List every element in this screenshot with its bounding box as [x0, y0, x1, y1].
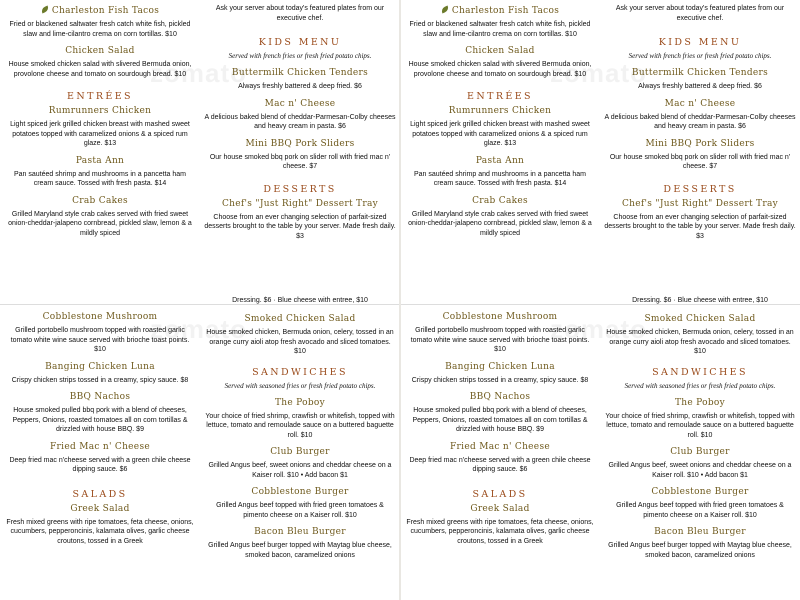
item-name: Cobblestone Mushroom — [442, 312, 558, 322]
item-description: Grilled portobello mushroom topped with roasted garlic tomato white wine sauce served with brioche toast points. $10 — [410, 327, 590, 353]
bottom-left-column — [400, 312, 600, 553]
menu-item-bacon-bleu-burger — [600, 527, 800, 560]
page-fold — [0, 304, 400, 305]
cut-off-text: Dressing. $6 · Blue cheese with entree, $10 — [632, 297, 768, 304]
item-name: Chef's "Just Right" Dessert Tray — [221, 198, 378, 209]
item-name: Crab Cakes — [472, 195, 528, 206]
watermark: zomato — [550, 314, 647, 344]
bottom-cut-text — [200, 297, 400, 302]
section-note-sandwiches: Served with seasoned fries or fresh fried potato chips. — [624, 381, 776, 390]
menu-item-banging-chicken — [0, 362, 200, 386]
item-name: Pasta Ann — [75, 155, 125, 166]
menu-item-fried-mac-cheese — [400, 442, 600, 475]
cut-off-text: Dressing. $6 · Blue cheese with entree, $10 — [232, 297, 368, 304]
item-description: Always freshly battered & deep fried. $6 — [238, 83, 362, 90]
item-description: Pan sautéed shrimp and mushrooms in a pancetta ham cream sauce. Tossed with fresh pasta. $14 — [414, 170, 586, 187]
menu-item-bbq-sliders — [200, 139, 400, 172]
item-description: Grilled Angus beef topped with fried green tomatoes & pimento cheese on a Kaiser roll. $10 — [616, 502, 784, 519]
item-name: The Poboy — [674, 397, 726, 408]
item-description: Deep fried mac n'cheese served with a green chile cheese dipping sauce. $6 — [9, 456, 191, 473]
item-description: Grilled Angus beef, sweet onions and cheddar cheese on a Kaiser roll. $10 • Add bacon $1 — [608, 462, 792, 479]
item-description: Grilled portobello mushroom topped with roasted garlic tomato white wine sauce served with brioche toast points. $10 — [10, 327, 190, 353]
menu-item-cobblestone-burger — [600, 487, 800, 520]
item-name: Charleston Fish Tacos — [400, 6, 600, 17]
section-title-sandwiches: SANDWICHES — [252, 366, 348, 378]
item-name: Greek Salad — [470, 503, 530, 514]
section-title-kids-menu: KIDS MENU — [658, 37, 742, 48]
featured-plates-note: Ask your server about today's featured plates from our executive chef. — [215, 5, 385, 22]
menu-item-crab-cakes — [0, 196, 200, 239]
item-name: Charleston Fish Tacos — [0, 6, 200, 17]
bottom-left-column — [0, 312, 200, 553]
item-name: Chicken Salad — [465, 46, 535, 56]
leaf-icon — [40, 6, 49, 14]
bottom-cut-text — [600, 297, 800, 302]
section-title-sandwiches: SANDWICHES — [652, 366, 748, 378]
item-description: Your choice of fried shrimp, crawfish or whitefish, topped with lettuce, tomato and remoulade sauce on a buttered baguette roll. $10 — [605, 412, 795, 439]
menu-item-fried-mac-cheese — [0, 442, 200, 475]
section-title-entrees: ENTRÉES — [467, 91, 533, 102]
item-description: Grilled Angus beef burger topped with Maytag blue cheese, smoked bacon, caramelized onions — [608, 542, 792, 559]
item-description: Fresh mixed greens with ripe tomatoes, feta cheese, onions, cucumbers, pepperoncinis, kalamata olives, garlic cheese croutons, tossed in a Greek — [6, 518, 194, 545]
menu-item-bbq-nachos — [0, 392, 200, 435]
watermark: zomato — [150, 58, 247, 88]
item-name: Greek Salad — [70, 503, 130, 514]
item-name: Banging Chicken Luna — [45, 361, 155, 372]
page-fold — [400, 304, 800, 305]
menu-item-dessert-tray — [200, 199, 400, 242]
menu-item-kids-mac-cheese — [200, 99, 400, 132]
section-title-desserts: DESSERTS — [263, 183, 337, 195]
item-description: Fried or blackened saltwater fresh catch white fish, pickled slaw and lime-cilantro crema on corn tortillas. $10 — [409, 21, 591, 38]
item-name: Cobblestone Burger — [651, 487, 749, 497]
item-description: Grilled Maryland style crab cakes served with fried sweet onion-cheddar-jalapeno cornbread, pickled slaw, lemon & a mildly spiced — [408, 210, 592, 237]
menu-item-bbq-sliders — [600, 139, 800, 172]
menu-item-cobblestone-burger — [200, 487, 400, 520]
item-name: Pasta Ann — [475, 155, 525, 166]
item-name: Cobblestone Burger — [251, 487, 349, 497]
section-note-sandwiches: Served with seasoned fries or fresh fried potato chips. — [224, 381, 376, 390]
bottom-right-column — [600, 314, 800, 567]
item-description: House smoked chicken salad with slivered Bermuda onion, provolone cheese and tomato on sourdough bread. $10 — [408, 61, 592, 78]
item-description: Choose from an ever changing selection of parfait-sized desserts brought to the table by your server. Made fresh daily. $3 — [204, 213, 396, 240]
menu-item-fish-tacos — [0, 6, 200, 39]
item-name: Club Burger — [270, 447, 330, 457]
watermark: zomato — [150, 314, 247, 344]
menu-scan-bottom-left — [0, 297, 400, 600]
item-name: Club Burger — [670, 447, 730, 457]
item-description: Grilled Angus beef burger topped with Maytag blue cheese, smoked bacon, caramelized onions — [208, 542, 392, 559]
item-name: Rumrunners Chicken — [448, 106, 552, 116]
watermark: zomato — [550, 58, 647, 88]
item-description: Pan sautéed shrimp and mushrooms in a pancetta ham cream sauce. Tossed with fresh pasta. $14 — [14, 170, 186, 187]
featured-plates-note: Ask your server about today's featured plates from our executive chef. — [615, 5, 785, 22]
item-name: BBQ Nachos — [69, 392, 131, 402]
item-description: Grilled Angus beef, sweet onions and cheddar cheese on a Kaiser roll. $10 • Add bacon $1 — [208, 462, 392, 479]
item-name: Mini BBQ Pork Sliders — [645, 138, 755, 149]
top-right-column — [600, 4, 800, 248]
item-description: House smoked pulled bbq pork with a blend of cheeses, Peppers, Onions, roasted tomatoes all on corn tortillas & drizzled with house BBQ. $9 — [12, 407, 188, 433]
item-name: Crab Cakes — [72, 195, 128, 206]
item-name: Buttermilk Chicken Tenders — [231, 68, 369, 78]
item-description: A delicious baked blend of cheddar-Parmesan-Colby cheeses and heavy cream in pasta. $6 — [604, 113, 796, 130]
bottom-right-column — [200, 314, 400, 567]
menu-item-club-burger — [200, 447, 400, 480]
item-name: Bacon Bleu Burger — [254, 527, 346, 537]
section-title-entrees: ENTRÉES — [67, 91, 133, 102]
item-description: Fresh mixed greens with ripe tomatoes, feta cheese, onions, cucumbers, pepperoncinis, kalamata olives, garlic cheese croutons, tossed in a Greek — [406, 518, 594, 545]
menu-item-greek-salad — [0, 504, 200, 547]
item-name: Mac n' Cheese — [264, 98, 336, 109]
section-note-kids: Served with french fries or fresh fried potato chips. — [228, 52, 372, 60]
menu-item-fish-tacos — [400, 6, 600, 39]
item-description: Crispy chicken strips tossed in a creamy, spicy sauce. $8 — [411, 376, 589, 384]
item-description: House smoked chicken salad with slivered Bermuda onion, provolone cheese and tomato on sourdough bread. $10 — [8, 61, 192, 78]
item-description: Grilled Angus beef topped with fried green tomatoes & pimento cheese on a Kaiser roll. $10 — [216, 502, 384, 519]
menu-item-greek-salad — [400, 504, 600, 547]
menu-item-poboy — [200, 398, 400, 441]
item-name: Smoked Chicken Salad — [644, 314, 756, 324]
section-title-salads: SALADS — [72, 488, 128, 500]
item-description: A delicious baked blend of cheddar-Parmesan-Colby cheeses and heavy cream in pasta. $6 — [204, 113, 396, 130]
menu-item-club-burger — [600, 447, 800, 480]
menu-item-kids-mac-cheese — [600, 99, 800, 132]
item-description: House smoked chicken, Bermuda onion, celery, tossed in an orange curry aioli atop fresh avocado and sliced tomatoes. $10 — [606, 329, 794, 355]
menu-item-poboy — [600, 398, 800, 441]
item-name: Fried Mac n' Cheese — [450, 441, 550, 452]
menu-item-banging-chicken — [400, 362, 600, 386]
item-description: House smoked chicken, Bermuda onion, celery, tossed in an orange curry aioli atop fresh avocado and sliced tomatoes. $10 — [206, 329, 394, 355]
item-name: Mac n' Cheese — [664, 98, 736, 109]
item-description: Light spiced jerk grilled chicken breast with mashed sweet potatoes topped with caramelized onions & a spiced rum glaze. $13 — [10, 121, 190, 147]
item-name: Rumrunners Chicken — [48, 106, 152, 116]
item-description: Light spiced jerk grilled chicken breast with mashed sweet potatoes topped with caramelized onions & a spiced rum glaze. $13 — [410, 121, 590, 147]
section-title-salads: SALADS — [472, 488, 528, 500]
menu-scan-bottom-right — [400, 297, 800, 600]
top-right-column — [200, 4, 400, 248]
leaf-icon — [440, 6, 449, 14]
item-name: Chef's "Just Right" Dessert Tray — [621, 198, 778, 209]
item-name: Chicken Salad — [65, 46, 135, 56]
item-name: The Poboy — [274, 397, 326, 408]
section-note-kids: Served with french fries or fresh fried potato chips. — [628, 52, 772, 60]
item-name: Banging Chicken Luna — [445, 361, 555, 372]
item-description: Fried or blackened saltwater fresh catch white fish, pickled slaw and lime-cilantro crema on corn tortillas. $10 — [9, 21, 191, 38]
menu-item-bacon-bleu-burger — [200, 527, 400, 560]
menu-item-rumrunners-chicken — [400, 106, 600, 149]
top-left-column — [400, 6, 600, 245]
item-description: Choose from an ever changing selection of parfait-sized desserts brought to the table by your server. Made fresh daily. $3 — [604, 213, 796, 240]
item-name: Bacon Bleu Burger — [654, 527, 746, 537]
item-name: BBQ Nachos — [469, 392, 531, 402]
item-name: Mini BBQ Pork Sliders — [245, 138, 355, 149]
item-description: Always freshly battered & deep fried. $6 — [638, 83, 762, 90]
item-description: House smoked pulled bbq pork with a blend of cheeses, Peppers, Onions, roasted tomatoes all on corn tortillas & drizzled with house BBQ. $9 — [412, 407, 588, 433]
item-name: Cobblestone Mushroom — [42, 312, 158, 322]
item-description: Deep fried mac n'cheese served with a green chile cheese dipping sauce. $6 — [409, 456, 591, 473]
item-description: Our house smoked bbq pork on slider roll with fried mac n' cheese. $7 — [209, 153, 391, 170]
item-name: Buttermilk Chicken Tenders — [631, 68, 769, 78]
item-description: Our house smoked bbq pork on slider roll with fried mac n' cheese. $7 — [609, 153, 791, 170]
menu-item-pasta-ann — [0, 156, 200, 189]
item-description: Grilled Maryland style crab cakes served with fried sweet onion-cheddar-jalapeno cornbread, pickled slaw, lemon & a mildly spiced — [8, 210, 192, 237]
top-left-column — [0, 6, 200, 245]
item-name: Smoked Chicken Salad — [244, 314, 356, 324]
menu-item-rumrunners-chicken — [0, 106, 200, 149]
menu-item-crab-cakes — [400, 196, 600, 239]
menu-item-pasta-ann — [400, 156, 600, 189]
collage-divider — [399, 0, 401, 600]
item-description: Crispy chicken strips tossed in a creamy, spicy sauce. $8 — [11, 376, 189, 384]
section-title-desserts: DESSERTS — [663, 183, 737, 195]
item-description: Your choice of fried shrimp, crawfish or whitefish, topped with lettuce, tomato and remoulade sauce on a buttered baguette roll. $10 — [205, 412, 395, 439]
menu-item-bbq-nachos — [400, 392, 600, 435]
menu-item-dessert-tray — [600, 199, 800, 242]
section-title-kids-menu: KIDS MENU — [258, 37, 342, 48]
item-name: Fried Mac n' Cheese — [50, 441, 150, 452]
